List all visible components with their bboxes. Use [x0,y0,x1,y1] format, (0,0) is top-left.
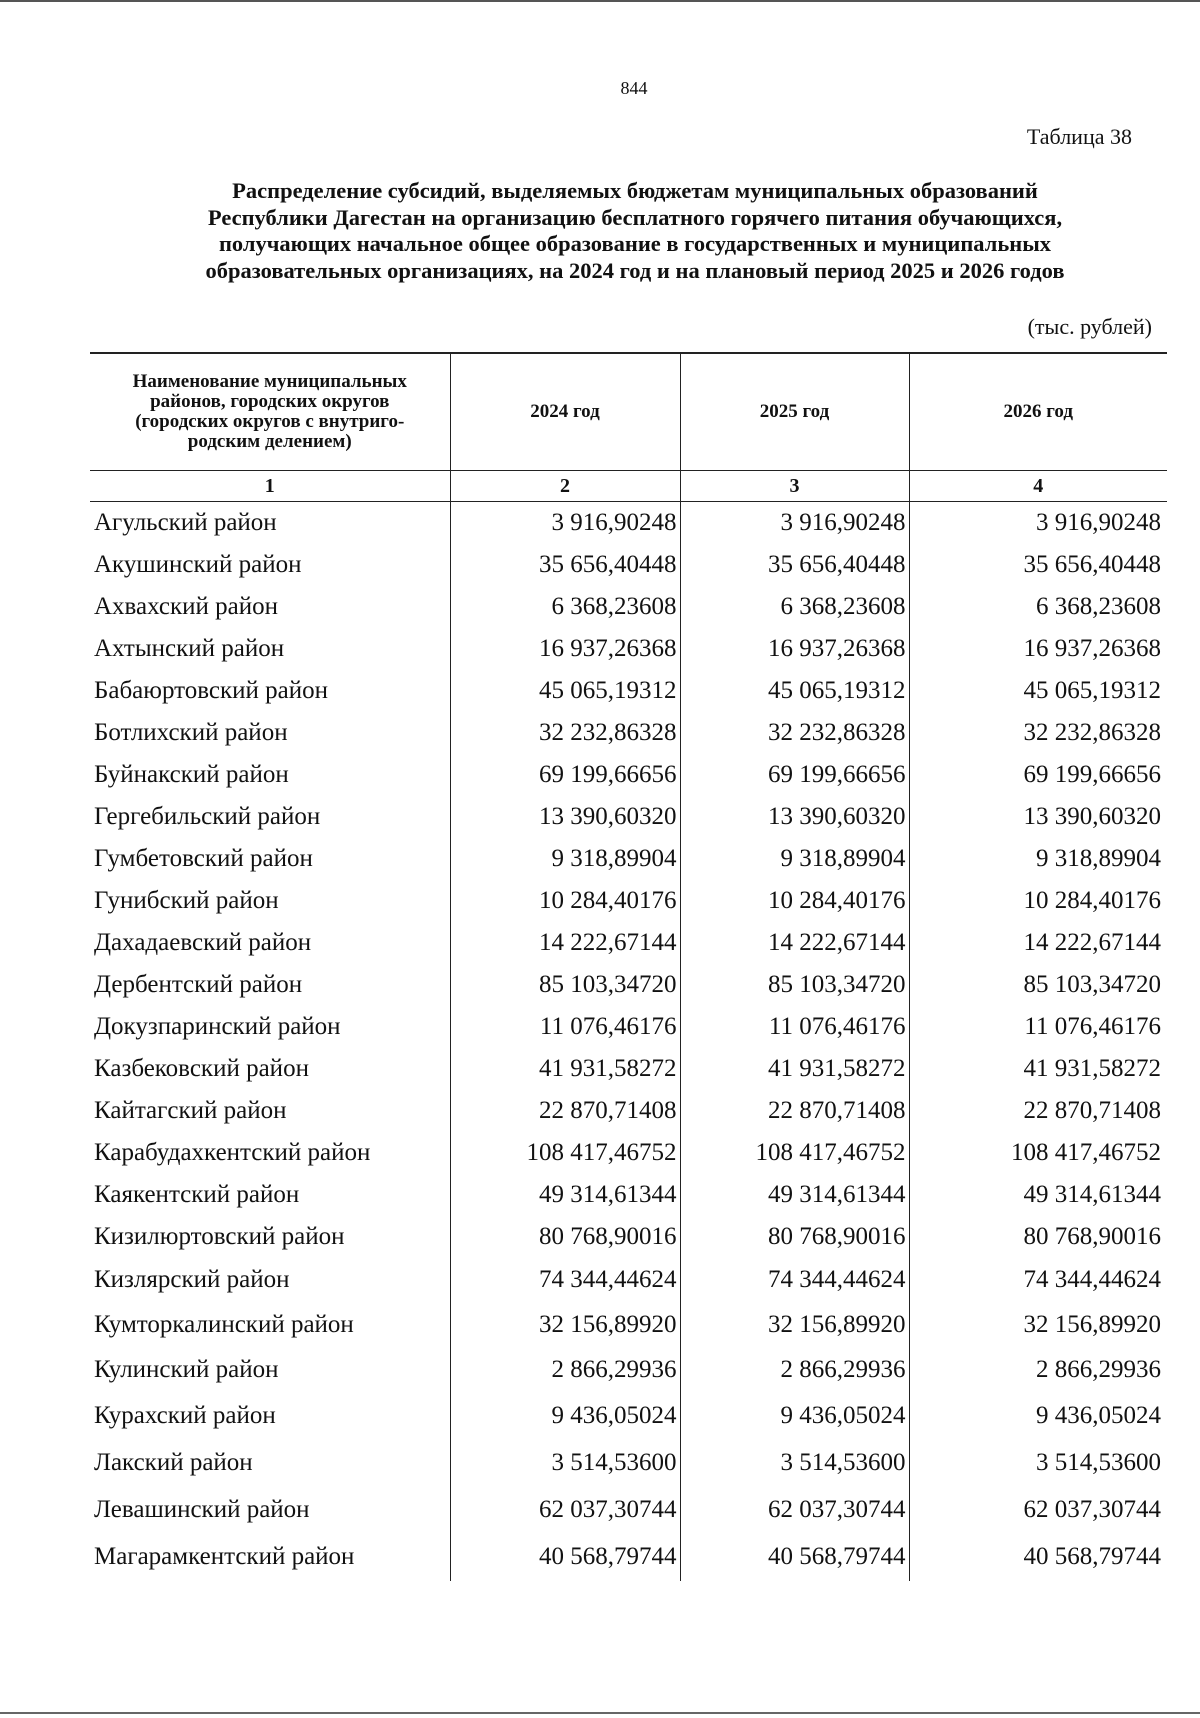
value-2024-cell: 2 866,29936 [450,1348,680,1393]
table-row [90,880,1167,922]
table-header-row [90,353,1167,471]
district-name-cell: Докузпаринский район [94,1012,341,1040]
units-label: (тыс. рублей) [1027,314,1152,339]
column-number: 2 [450,471,680,502]
table-row [90,1216,1167,1258]
value-2026-cell: 74 344,44624 [909,1258,1167,1303]
table-row [90,1006,1167,1048]
column-number-row [90,471,1167,502]
title-line: образовательных организациях, на 2024 год и на плановый период 2025 и 2026 годов [205,257,1065,283]
district-name-cell: Лакский район [94,1449,253,1476]
table-row [90,922,1167,964]
value-2025-cell: 6 368,23608 [680,586,909,628]
value-2024-cell: 41 931,58272 [450,1048,680,1090]
district-name-cell: Кайтагский район [94,1096,287,1124]
value-2024-cell: 69 199,66656 [450,754,680,796]
district-name-cell: Каякентский район [94,1180,300,1208]
title-line: получающих начальное общее образование в государственных и муниципальных [218,231,1052,256]
value-2026-cell: 108 417,46752 [909,1132,1167,1174]
value-2025-cell: 11 076,46176 [680,1006,909,1048]
value-2025-cell: 40 568,79744 [680,1534,909,1581]
value-2024-cell: 62 037,30744 [450,1487,680,1534]
district-name-cell: Казбековский район [94,1054,309,1082]
district-name-cell: Акушинский район [94,550,302,578]
value-2026-cell: 80 768,90016 [909,1216,1167,1258]
table-row [90,1048,1167,1090]
value-2025-cell: 108 417,46752 [680,1132,909,1174]
value-2026-cell: 2 866,29936 [909,1348,1167,1393]
district-name-cell: Ахтынский район [94,634,285,662]
table-row [90,1440,1167,1487]
table-row [90,964,1167,1006]
value-2026-cell: 9 318,89904 [909,838,1167,880]
value-2024-cell: 3 514,53600 [450,1440,680,1487]
value-2024-cell: 16 937,26368 [450,628,680,670]
column-header-name [90,353,450,471]
table-row [90,1393,1167,1440]
district-name-cell: Магарамкентский район [94,1543,355,1570]
value-2024-cell: 9 436,05024 [450,1393,680,1440]
value-2024-cell: 13 390,60320 [450,796,680,838]
value-2026-cell: 32 232,86328 [909,712,1167,754]
table-row [90,1090,1167,1132]
value-2026-cell: 32 156,89920 [909,1303,1167,1348]
value-2026-cell: 35 656,40448 [909,544,1167,586]
district-name-cell: Карабудахкентский район [94,1138,371,1166]
value-2026-cell: 45 065,19312 [909,670,1167,712]
table-number-label: Таблица 38 [1026,124,1132,149]
district-name-cell: Кумторкалинский район [94,1311,354,1338]
value-2025-cell: 3 916,90248 [680,502,909,544]
value-2025-cell: 62 037,30744 [680,1487,909,1534]
value-2024-cell: 22 870,71408 [450,1090,680,1132]
value-2025-cell: 2 866,29936 [680,1348,909,1393]
column-number: 3 [680,471,909,502]
value-2025-cell: 49 314,61344 [680,1174,909,1216]
value-2024-cell: 80 768,90016 [450,1216,680,1258]
district-name-cell: Гумбетовский район [94,844,313,872]
header-line: районов, городских округов [150,391,390,412]
table-row [90,670,1167,712]
value-2025-cell: 9 318,89904 [680,838,909,880]
district-name-cell: Ботлихский район [94,718,288,746]
scan-edge-bottom [0,1712,1200,1714]
value-2026-cell: 9 436,05024 [909,1393,1167,1440]
district-name-cell: Дербентский район [94,970,303,998]
value-2024-cell: 49 314,61344 [450,1174,680,1216]
value-2024-cell: 45 065,19312 [450,670,680,712]
district-name-cell: Ахвахский район [94,592,279,620]
value-2026-cell: 41 931,58272 [909,1048,1167,1090]
value-2025-cell: 13 390,60320 [680,796,909,838]
district-name-cell: Курахский район [94,1402,276,1429]
value-2026-cell: 69 199,66656 [909,754,1167,796]
column-header-2025: 2025 год [680,353,909,471]
value-2025-cell: 35 656,40448 [680,544,909,586]
value-2025-cell: 69 199,66656 [680,754,909,796]
value-2026-cell: 3 514,53600 [909,1440,1167,1487]
value-2024-cell: 32 232,86328 [450,712,680,754]
document-title [120,178,1150,284]
district-name-cell: Кулинский район [94,1356,279,1383]
header-line: Наименование муниципальных [132,371,407,392]
value-2025-cell: 14 222,67144 [680,922,909,964]
header-line: родским делением) [187,431,352,452]
value-2025-cell: 9 436,05024 [680,1393,909,1440]
district-name-cell: Буйнакский район [94,760,289,788]
value-2025-cell: 85 103,34720 [680,964,909,1006]
value-2024-cell: 9 318,89904 [450,838,680,880]
subsidy-table [90,352,1167,1581]
table-row [90,1174,1167,1216]
value-2024-cell: 40 568,79744 [450,1534,680,1581]
table-row [90,1303,1167,1348]
value-2026-cell: 10 284,40176 [909,880,1167,922]
value-2024-cell: 32 156,89920 [450,1303,680,1348]
table-row [90,1132,1167,1174]
table-row [90,1487,1167,1534]
value-2024-cell: 11 076,46176 [450,1006,680,1048]
value-2024-cell: 3 916,90248 [450,502,680,544]
value-2026-cell: 11 076,46176 [909,1006,1167,1048]
district-name-cell: Кизлярский район [94,1266,290,1293]
table-row [90,586,1167,628]
table-row [90,796,1167,838]
value-2024-cell: 14 222,67144 [450,922,680,964]
table-row [90,502,1167,544]
value-2025-cell: 22 870,71408 [680,1090,909,1132]
district-name-cell: Бабаюртовский район [94,676,328,704]
value-2026-cell: 40 568,79744 [909,1534,1167,1581]
value-2026-cell: 16 937,26368 [909,628,1167,670]
header-line: (городских округов с внутриго- [135,411,405,432]
district-name-cell: Гергебильский район [94,802,321,830]
title-line: Республики Дагестан на организацию бесплатного горячего питания обучающихся, [207,204,1063,230]
column-number: 4 [909,471,1167,502]
table-row [90,628,1167,670]
title-line: Распределение субсидий, выделяемых бюджетам муниципальных образований [232,178,1038,203]
value-2026-cell: 6 368,23608 [909,586,1167,628]
value-2025-cell: 10 284,40176 [680,880,909,922]
value-2025-cell: 3 514,53600 [680,1440,909,1487]
value-2025-cell: 32 156,89920 [680,1303,909,1348]
district-name-cell: Левашинский район [94,1496,310,1523]
column-number: 1 [90,471,450,502]
value-2026-cell: 85 103,34720 [909,964,1167,1006]
value-2024-cell: 10 284,40176 [450,880,680,922]
district-name-cell: Дахадаевский район [94,928,312,956]
district-name-cell: Агульский район [94,508,277,536]
page-number: 844 [620,78,648,98]
table-row [90,838,1167,880]
value-2026-cell: 3 916,90248 [909,502,1167,544]
value-2024-cell: 35 656,40448 [450,544,680,586]
column-header-2026: 2026 год [909,353,1167,471]
district-name-cell: Кизилюртовский район [94,1222,345,1250]
value-2026-cell: 22 870,71408 [909,1090,1167,1132]
value-2024-cell: 74 344,44624 [450,1258,680,1303]
value-2024-cell: 108 417,46752 [450,1132,680,1174]
table-body [90,502,1167,1581]
value-2026-cell: 13 390,60320 [909,796,1167,838]
table-row [90,1348,1167,1393]
table-row [90,544,1167,586]
table-row [90,1258,1167,1303]
value-2026-cell: 49 314,61344 [909,1174,1167,1216]
value-2025-cell: 45 065,19312 [680,670,909,712]
district-name-cell: Гунибский район [94,886,279,914]
value-2025-cell: 41 931,58272 [680,1048,909,1090]
value-2024-cell: 6 368,23608 [450,586,680,628]
value-2026-cell: 14 222,67144 [909,922,1167,964]
value-2025-cell: 32 232,86328 [680,712,909,754]
value-2025-cell: 74 344,44624 [680,1258,909,1303]
table-row [90,712,1167,754]
column-header-2024: 2024 год [450,353,680,471]
value-2025-cell: 16 937,26368 [680,628,909,670]
table-row [90,754,1167,796]
value-2026-cell: 62 037,30744 [909,1487,1167,1534]
value-2024-cell: 85 103,34720 [450,964,680,1006]
scan-edge-top [0,0,1200,2]
table-row [90,1534,1167,1581]
value-2025-cell: 80 768,90016 [680,1216,909,1258]
